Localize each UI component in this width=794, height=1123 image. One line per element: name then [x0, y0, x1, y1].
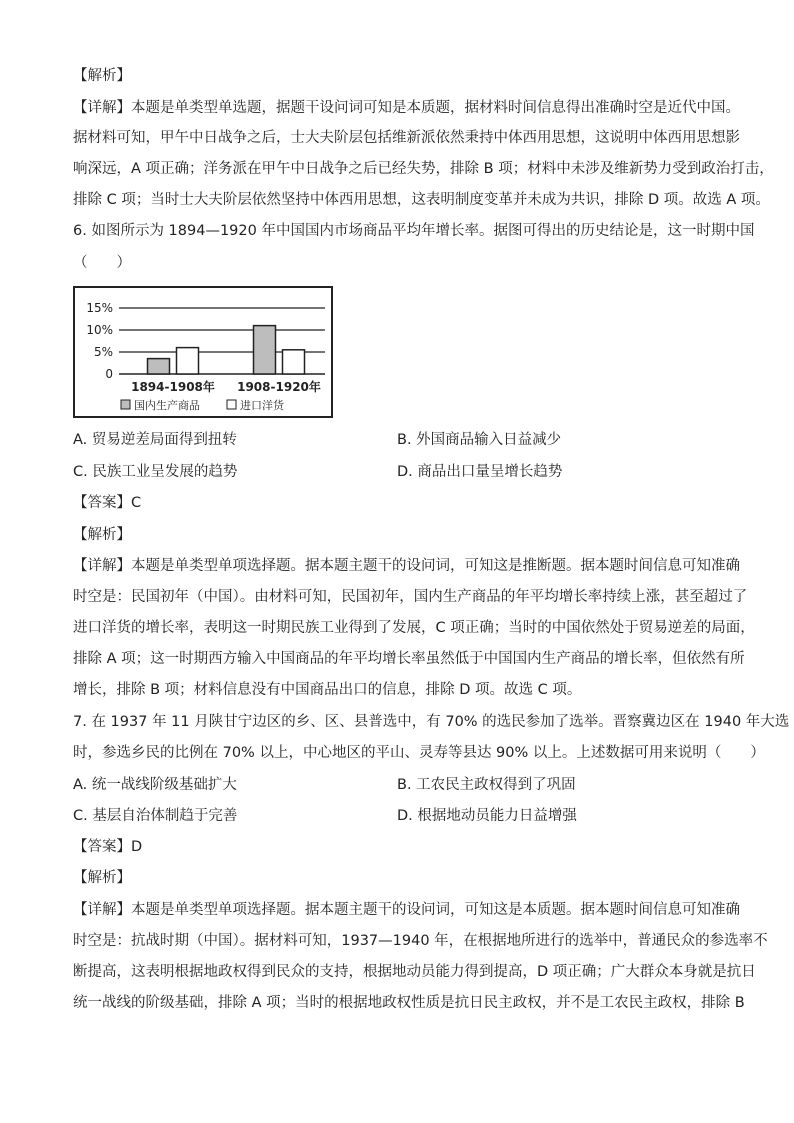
answer-label: 【答案】D [73, 839, 143, 855]
x-tick-label: 1908-1920年 [237, 380, 321, 394]
question-7-stem: 时，参选乡民的比例在 70% 以上，中心地区的平山、灵寿等县达 90% 以上。上述数据可用来说明（ ） [73, 745, 765, 761]
option-B[interactable]: B. 工农民主政权得到了巩固 [397, 777, 576, 793]
detail-line: 【详解】本题是单类型单选题，据题干设问词可知是本质题，据材料时间信息得出准确时空是近代中国。 [73, 100, 740, 116]
detail-line: 响深远，A 项正确；洋务派在甲午中日战争之后已经失势，排除 B 项；材料中未涉及维新势力受到政治打击， [73, 161, 774, 177]
bar-imported [177, 348, 199, 374]
y-tick-label: 5% [93, 345, 113, 359]
detail-line: 【详解】本题是单类型单项选择题。据本题主题干的设问词，可知这是本质题。据本题时间信息可知准确 [73, 902, 740, 918]
analysis-heading: 【解析】 [73, 870, 131, 886]
legend-label-domestic: 国内生产商品 [134, 399, 200, 412]
detail-line: 增长，排除 B 项；材料信息没有中国商品出口的信息，排除 D 项。故选 C 项。 [73, 682, 582, 698]
detail-line: 时空是：民国初年（中国）。由材料可知，民国初年，国内生产商品的年平均增长率持续上涨，甚至超过了 [73, 589, 748, 605]
question-6-bracket: （ ） [73, 255, 131, 271]
y-tick-label: 0 [105, 367, 113, 381]
bar-domestic [148, 359, 170, 374]
y-tick-label: 15% [86, 301, 113, 315]
legend-label-imported: 进口洋货 [240, 399, 284, 412]
option-C[interactable]: C. 基层自治体制趋于完善 [73, 808, 238, 824]
option-D[interactable]: D. 根据地动员能力日益增强 [397, 808, 577, 824]
legend-swatch-domestic [121, 400, 130, 409]
detail-line: 排除 A 项；这一时期西方输入中国商品的年平均增长率虽然低于中国国内生产商品的增长率，但依然有所 [73, 651, 745, 667]
option-B[interactable]: B. 外国商品输入日益减少 [397, 432, 562, 448]
bar-imported [283, 350, 305, 374]
detail-line: 时空是：抗战时期（中国）。据材料可知，1937—1940 年，在根据地所进行的选举中，普通民众的参选率不 [73, 933, 768, 949]
answer-label: 【答案】C [73, 495, 142, 511]
detail-line: 断提高，这表明根据地政权得到民众的支持，根据地动员能力得到提高，D 项正确；广大群众本身就是抗日 [73, 964, 756, 980]
detail-line: 进口洋货的增长率，表明这一时期民族工业得到了发展，C 项正确；当时的中国依然处于贸易逆差的局面， [73, 620, 755, 636]
detail-line: 统一战线的阶级基础，排除 A 项；当时的根据地政权性质是抗日民主政权，并不是工农民主政权，排除 B [73, 995, 745, 1011]
bar-chart-svg [73, 286, 333, 418]
detail-line: 【详解】本题是单类型单项选择题。据本题主题干的设问词，可知这是推断题。据本题时间信息可知准确 [73, 558, 740, 574]
analysis-heading: 【解析】 [73, 527, 131, 543]
x-tick-label: 1894-1908年 [131, 380, 215, 394]
question-6-stem: 6. 如图所示为 1894—1920 年中国国内市场商品平均年增长率。据图可得出的历史结论是，这一时期中国 [73, 223, 755, 239]
y-tick-label: 10% [86, 323, 113, 337]
growth-rate-chart [73, 286, 333, 418]
analysis-heading: 【解析】 [73, 68, 131, 84]
legend-swatch-imported [227, 400, 236, 409]
question-7-stem: 7. 在 1937 年 11 月陕甘宁边区的乡、区、县普选中，有 70% 的选民参加了选举。晋察冀边区在 1940 年大选 [73, 714, 790, 730]
detail-line: 排除 C 项；当时士大夫阶层依然坚持中体西用思想，这表明制度变革并未成为共识，排除 D 项。故选 A 项。 [73, 192, 770, 208]
option-A[interactable]: A. 贸易逆差局面得到扭转 [73, 432, 237, 448]
option-D[interactable]: D. 商品出口量呈增长趋势 [397, 464, 563, 480]
option-C[interactable]: C. 民族工业呈发展的趋势 [73, 464, 238, 480]
bar-domestic [254, 326, 276, 374]
detail-line: 据材料可知，甲午中日战争之后，士大夫阶层包括维新派依然秉持中体西用思想，这说明中体西用思想影 [73, 130, 740, 146]
option-A[interactable]: A. 统一战线阶级基础扩大 [73, 777, 237, 793]
